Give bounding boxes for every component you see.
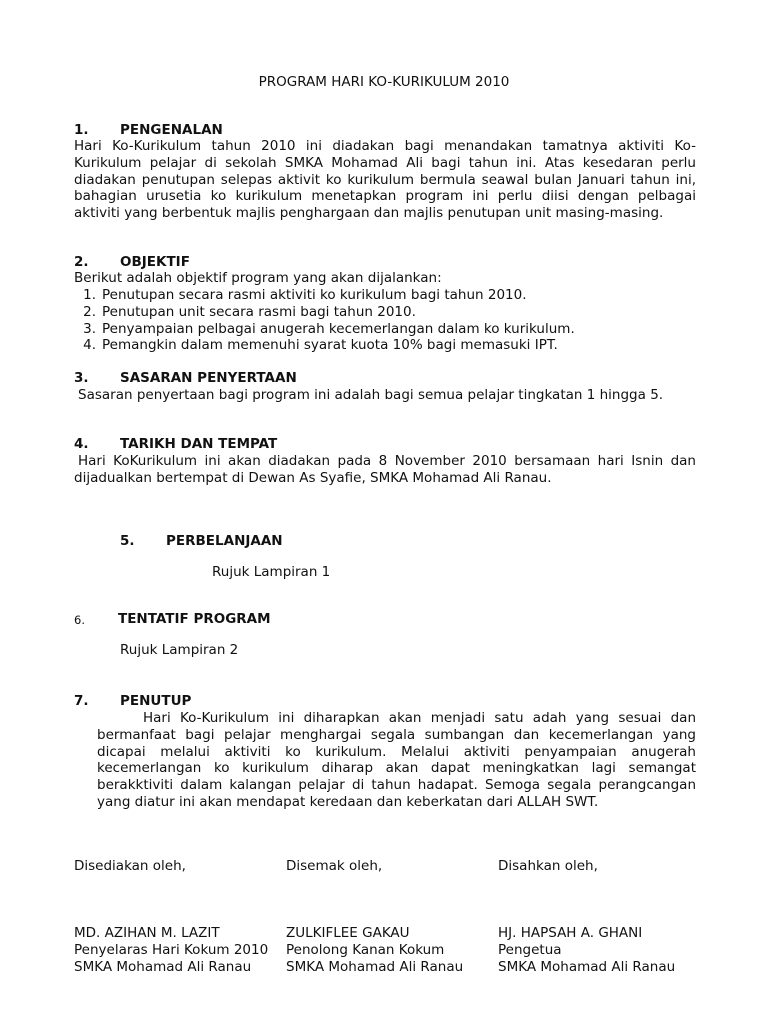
signature-label-prepared: Disediakan oleh, <box>74 858 186 874</box>
section-title: PENGENALAN <box>120 122 223 138</box>
signature-block-prepared <box>74 925 272 975</box>
section-4-body: Hari KoKurikulum ini akan diadakan pada 8 November 2010 bersamaan hari Isnin dan dijadualkan bertempat di Dewan As Syafie, SMKA Mohamad Ali Ranau. <box>74 453 696 486</box>
objective-list <box>74 287 694 354</box>
section-5-body: Rujuk Lampiran 1 <box>212 564 331 580</box>
section-title: PENUTUP <box>120 693 192 709</box>
section-6-body: Rujuk Lampiran 2 <box>120 642 239 658</box>
list-item: 2. Penutupan unit secara rasmi bagi tahun 2010. <box>83 303 416 320</box>
section-1-heading <box>74 122 223 138</box>
signatory-school: SMKA Mohamad Ali Ranau <box>286 958 464 975</box>
list-item: 3. Penyampaian pelbagai anugerah kecemerlangan dalam ko kurikulum. <box>83 320 575 337</box>
section-number: 7. <box>74 693 89 709</box>
section-title: PERBELANJAAN <box>166 533 283 549</box>
section-title: OBJEKTIF <box>120 254 190 270</box>
section-2-heading <box>74 254 190 270</box>
section-7-body: Hari Ko-Kurikulum ini diharapkan akan menjadi satu adah yang sesuai dan bermanfaat bagi pelajar menghargai segala sumbangan dan kecemerlangan yang dicapai melalui aktiviti ko kurikulum. Melalui aktiviti penyampaian anugerah kecemerlangan ko kurikulum diharap akan dapat meningkatkan lagi semangat berakktiviti dalam kalangan pelajar di tahun hadapat. Semoga segala perangcangan yang diatur ini akan mendapat keredaan dan keberkatan dari ALLAH SWT. <box>97 710 696 810</box>
signature-block-reviewed <box>286 925 486 975</box>
signature-label-approved: Disahkan oleh, <box>498 858 598 874</box>
section-6-number: 6. <box>74 613 85 627</box>
section-number: 2. <box>74 254 89 270</box>
list-item: 4. Pemangkin dalam memenuhi syarat kuota 10% bagi memasuki IPT. <box>83 337 558 354</box>
signatory-school: SMKA Mohamad Ali Ranau <box>498 958 676 975</box>
section-number: 4. <box>74 436 89 452</box>
section-6-heading: TENTATIF PROGRAM <box>118 611 271 627</box>
section-number: 1. <box>74 122 89 138</box>
list-item: 1. Penutupan secara rasmi aktiviti ko kurikulum bagi tahun 2010. <box>83 287 527 303</box>
signature-label-reviewed: Disemak oleh, <box>286 858 383 874</box>
signatory-role: Penyelaras Hari Kokum 2010 <box>74 941 269 958</box>
section-title: TARIKH DAN TEMPAT <box>120 436 278 452</box>
section-1-body: Hari Ko-Kurikulum tahun 2010 ini diadakan bagi menandakan tamatnya aktiviti Ko-Kurikulum pelajar di sekolah SMKA Mohamad Ali bagi tahun ini. Atas kesedaran perlu diadakan penutupan selepas aktivit ko kurikulum bermula seawal bulan Januari tahun ini, bahagian urusetia ko kurikulum menetapkan program ini perlu diisi dengan pelbagai aktiviti yang berbentuk majlis penghargaan dan majlis penutupan unit masing-masing. <box>74 138 696 222</box>
signatory-role: Pengetua <box>498 941 562 958</box>
signatory-name: MD. AZIHAN M. LAZIT <box>74 925 220 941</box>
section-7-heading <box>74 693 191 709</box>
section-title: SASARAN PENYERTAAN <box>120 370 297 386</box>
section-3-body: Sasaran penyertaan bagi program ini adalah bagi semua pelajar tingkatan 1 hingga 5. <box>78 387 664 403</box>
section-3-heading <box>74 370 297 386</box>
document-title: PROGRAM HARI KO-KURIKULUM 2010 <box>258 74 510 90</box>
signatory-role: Penolong Kanan Kokum <box>286 941 445 958</box>
section-5-heading <box>120 533 283 549</box>
signatory-name: ZULKIFLEE GAKAU <box>286 925 410 941</box>
signatory-name: HJ. HAPSAH A. GHANI <box>498 925 643 941</box>
signature-block-approved <box>498 925 708 975</box>
section-number: 3. <box>74 370 89 386</box>
section-number: 5. <box>120 533 135 549</box>
section-4-heading <box>74 436 277 452</box>
objective-intro: Berikut adalah objektif program yang akan dijalankan: <box>74 270 442 286</box>
signatory-school: SMKA Mohamad Ali Ranau <box>74 958 252 975</box>
